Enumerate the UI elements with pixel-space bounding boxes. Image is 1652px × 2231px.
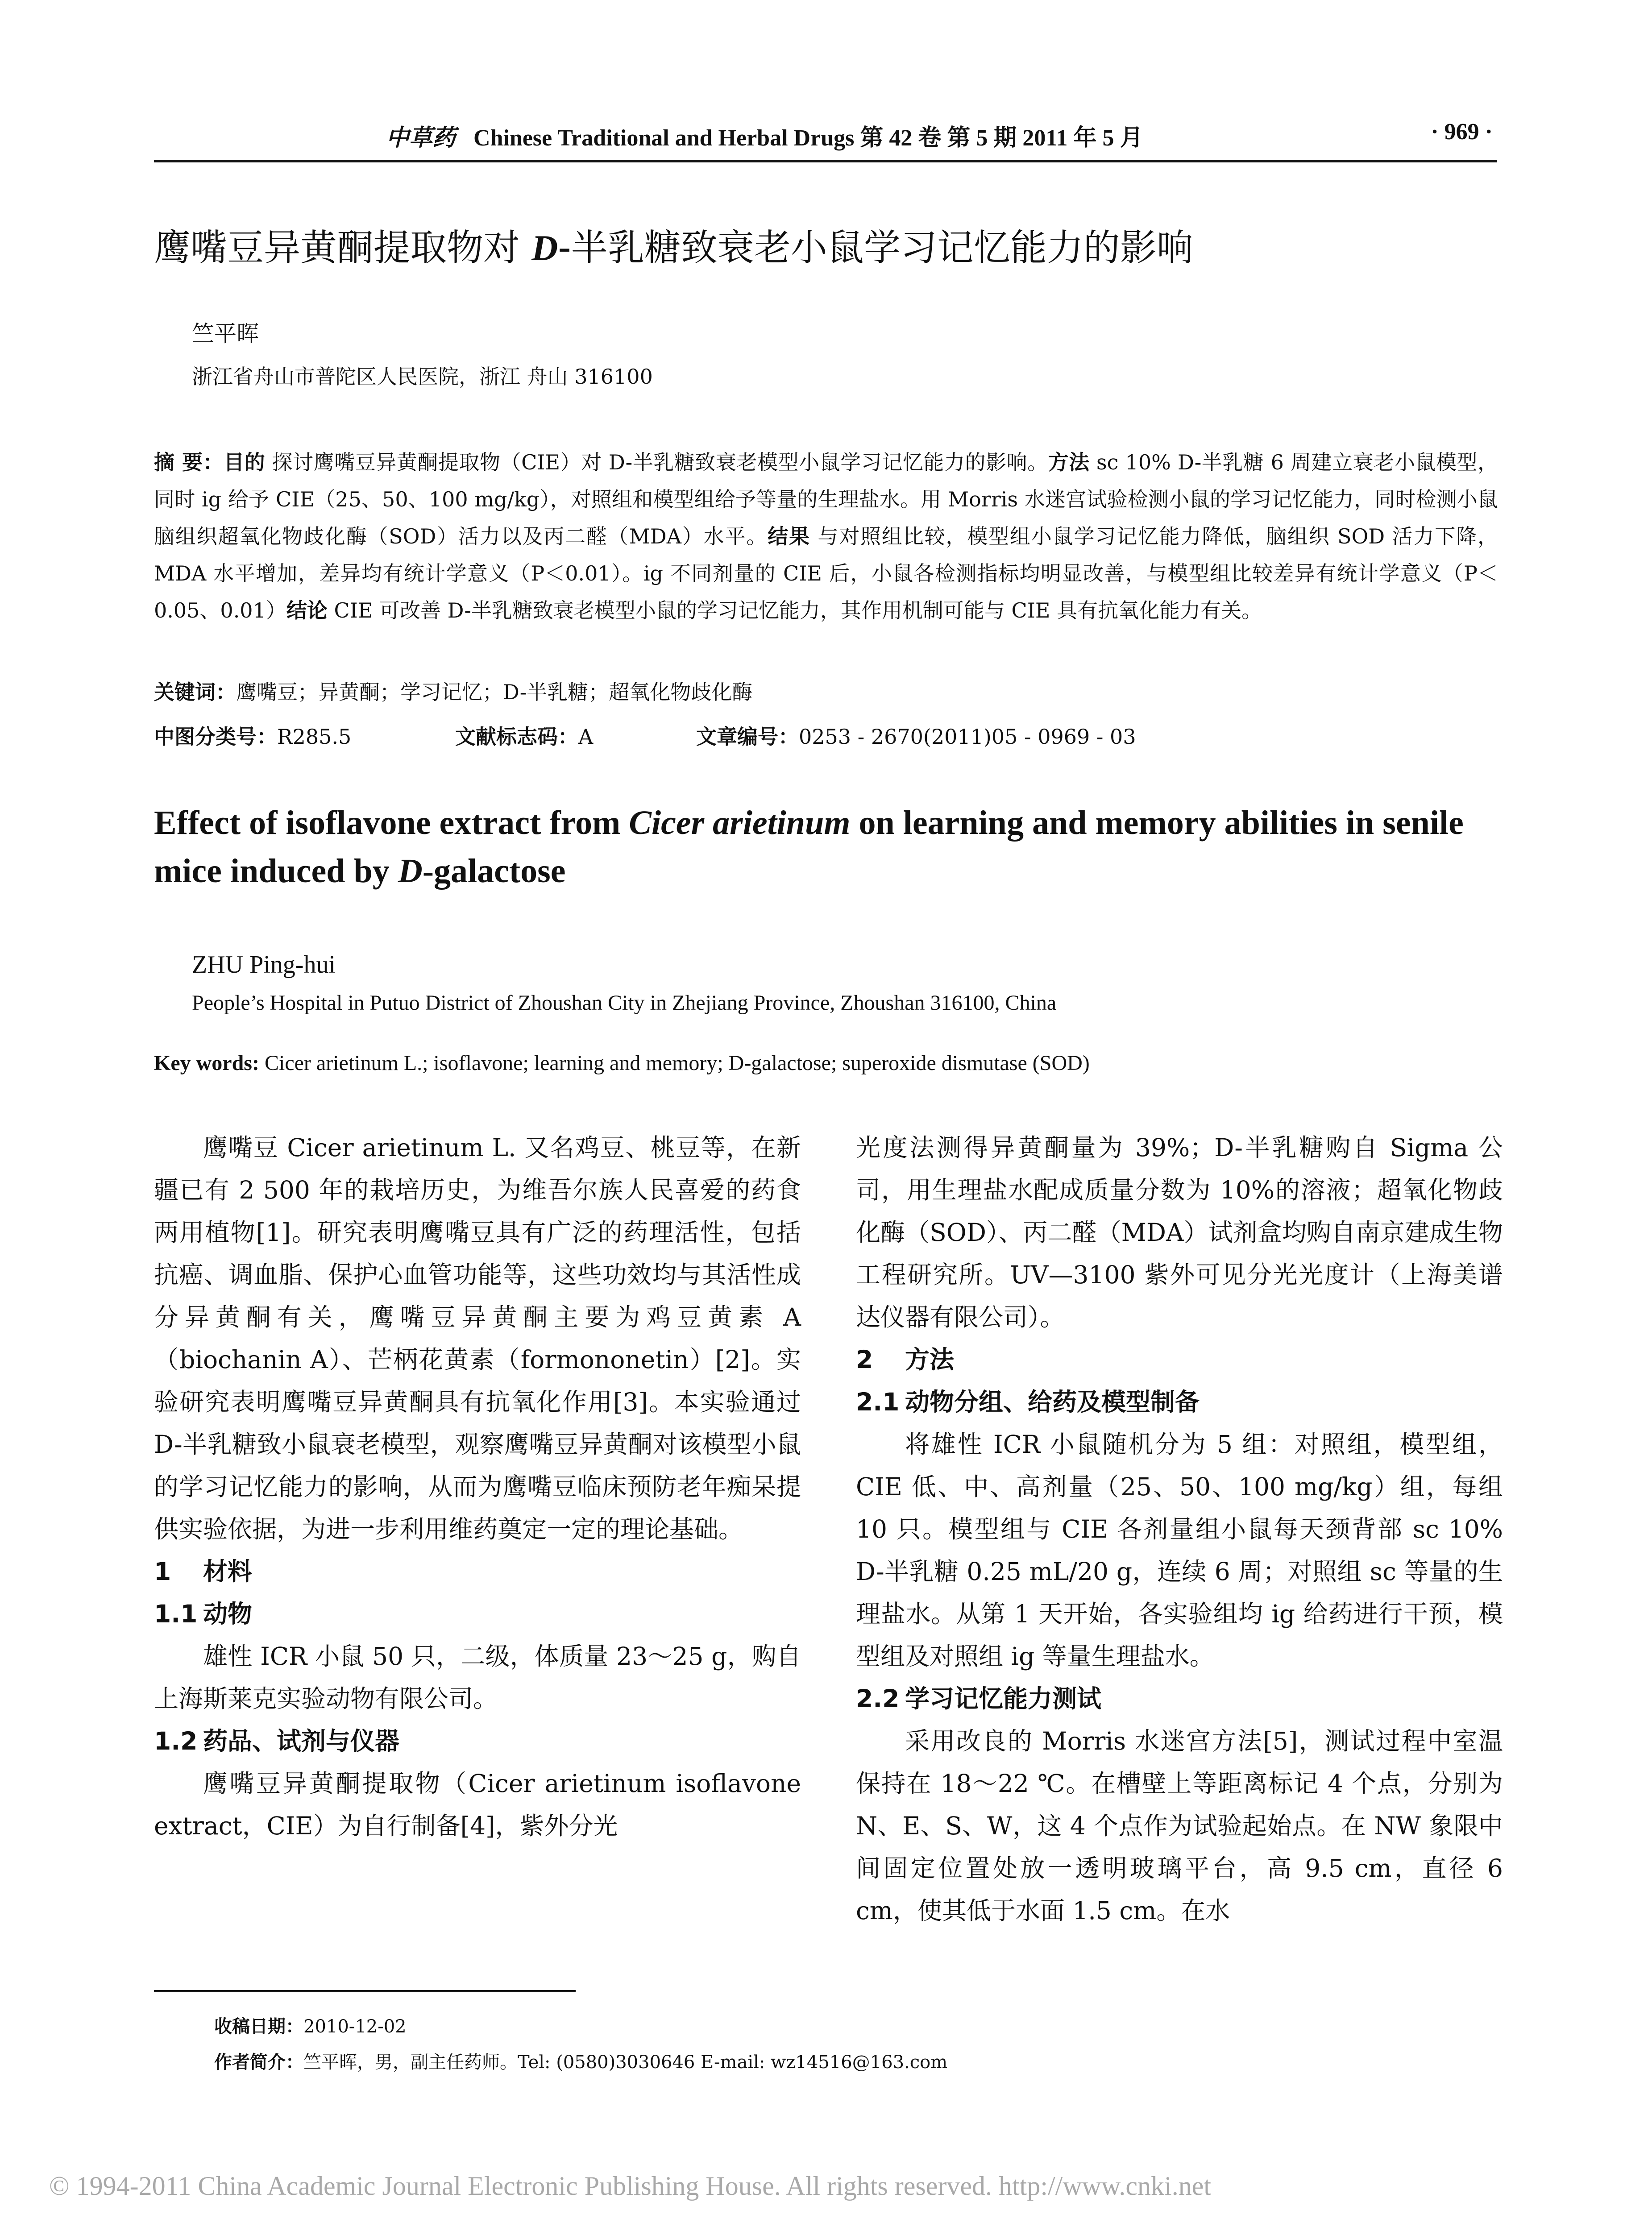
body-paragraph: 采用改良的 Morris 水迷宫方法[5]，测试过程中室温保持在 18～22 ℃。在槽壁上等距离标记 4 个点，分别为 N、E、S、W，这 4 个点作为试验起始点。在 NW 象限中间固定位置处放一透明玻璃平台，高 9.5 cm，直径 6 cm，使其低于水面 1.5 cm。在水 [856, 1727, 1503, 1925]
result-label: 结果 [768, 524, 810, 548]
conclusion-label: 结论 [286, 598, 328, 622]
body-paragraph: 鹰嘴豆 Cicer arietinum L. 又名鸡豆、桃豆等，在新疆已有 2 500 年的栽培历史，为维吾尔族人民喜爱的药食两用植物[1]。研究表明鹰嘴豆具有广泛的药理活性，包括抗癌、调血脂、保护心血管功能等，这些功效均与其活性成分异黄酮有关，鹰嘴豆异黄酮主要为鸡豆黄素 A（biochanin A）、芒柄花黄素（formononetin）[2]。实验研究表明鹰嘴豆异黄酮具有抗氧化作用[3]。本实验通过 D-半乳糖致小鼠衰老模型，观察鹰嘴豆异黄酮对该模型小鼠的学习记忆能力的影响，从而为鹰嘴豆临床预防老年痴呆提供实验依据，为进一步利用维药奠定一定的理论基础。 [154, 1133, 801, 1543]
section-heading: 1 材料 [154, 1557, 253, 1586]
abstract-label: 摘 要： [154, 450, 224, 474]
journal-name-cn: 中草药 [386, 124, 456, 151]
result-text: 与对照组比较，模型组小鼠学习记忆能力降低，脑组织 SOD 活力下降，MDA 水平增加，差异均有统计学意义（P＜0.01）。ig 不同剂量的 CIE 后，小鼠各检测指标均明显改善，与模型组比较差异有统计学意义（P＜0.05、0.01） [154, 524, 1498, 622]
body-paragraph: 雄性 ICR 小鼠 50 只，二级，体质量 23～25 g，购自上海斯莱克实验动物有限公司。 [154, 1642, 801, 1713]
keywords-cn [154, 676, 752, 705]
abstract-cn [154, 444, 1498, 629]
body-column-left [154, 1127, 801, 1847]
footnote-received-date: 收稿日期：2010-12-02 [214, 2016, 407, 2037]
page-number: · 969 · [1431, 119, 1493, 145]
author-en: ZHU Ping-hui [192, 951, 336, 979]
keywords-cn-label: 关键词： [154, 680, 236, 704]
aim-text: 探讨鹰嘴豆异黄酮提取物（CIE）对 D-半乳糖致衰老模型小鼠学习记忆能力的影响。 [265, 450, 1048, 474]
subsection-heading: 2.2 学习记忆能力测试 [856, 1684, 1102, 1713]
paper-title-cn: 鹰嘴豆异黄酮提取物对 D-半乳糖致衰老小鼠学习记忆能力的影响 [154, 227, 1193, 269]
journal-info [386, 119, 1143, 152]
method-label: 方法 [1048, 450, 1090, 474]
affiliation-cn: 浙江省舟山市普陀区人民医院，浙江 舟山 316100 [192, 365, 653, 389]
keywords-en [154, 1051, 1090, 1075]
journal-line: Chinese Traditional and Herbal Drugs 第 42 卷 第 5 期 2011 年 5 月 [473, 125, 1143, 151]
clc-number: 中图分类号：R285.5 [154, 725, 352, 749]
keywords-cn-text: 鹰嘴豆；异黄酮；学习记忆；D-半乳糖；超氧化物歧化酶 [236, 680, 753, 704]
body-column-right [856, 1127, 1503, 1932]
body-paragraph: 鹰嘴豆异黄酮提取物（Cicer arietinum isoflavone extract，CIE）为自行制备[4]，紫外分光 [154, 1769, 801, 1840]
footnote-rule [154, 1990, 576, 1992]
subsection-heading: 1.2 药品、试剂与仪器 [154, 1727, 400, 1755]
article-number: 文章编号：0253 - 2670(2011)05 - 0969 - 03 [696, 725, 1136, 749]
keywords-en-text: Cicer arietinum L.; isoflavone; learning and memory; D-galactose; superoxide dismutase (SOD) [259, 1051, 1090, 1075]
keywords-en-label: Key words: [154, 1051, 259, 1075]
subsection-heading: 2.1 动物分组、给药及模型制备 [856, 1388, 1200, 1416]
aim-label: 目的 [224, 450, 266, 474]
copyright-notice: © 1994-2011 China Academic Journal Electronic Publishing House. All rights reserved. http://www.cnki.net [49, 2171, 1212, 2201]
running-header [154, 117, 1497, 162]
footnote-author-bio: 作者简介：竺平晖，男，副主任药师。Tel: (0580)3030646 E-mail: wz14516@163.com [214, 2052, 948, 2073]
body-paragraph: 将雄性 ICR 小鼠随机分为 5 组：对照组，模型组，CIE 低、中、高剂量（25、50、100 mg/kg）组，每组 10 只。模型组与 CIE 各剂量组小鼠每天颈背部 sc 10% D-半乳糖 0.25 mL/20 g，连续 6 周；对照组 sc 等量的生理盐水。从第 1 天开始，各实验组均 ig 给药进行干预，模型组及对照组 ig 等量生理盐水。 [856, 1430, 1503, 1671]
affiliation-en: People’s Hospital in Putuo District of Zhoushan City in Zhejiang Province, Zhoushan 316100, China [192, 991, 1057, 1015]
method-text: sc 10% D-半乳糖 6 周建立衰老小鼠模型，同时 ig 给予 CIE（25、50、100 mg/kg），对照组和模型组给予等量的生理盐水。用 Morris 水迷宫试验检测小鼠的学习记忆能力，同时检测小鼠脑组织超氧化物歧化酶（SOD）活力以及丙二醛（MDA）水平。 [154, 450, 1498, 548]
conclusion-text: CIE 可改善 D-半乳糖致衰老模型小鼠的学习记忆能力，其作用机制可能与 CIE 具有抗氧化能力有关。 [327, 598, 1262, 622]
paper-title-en: Effect of isoflavone extract from Cicer arietinum on learning and memory abilities in senile mice induced by D-galactose [154, 804, 1464, 890]
subsection-heading: 1.1 动物 [154, 1600, 253, 1628]
body-paragraph: 光度法测得异黄酮量为 39%；D-半乳糖购自 Sigma 公司，用生理盐水配成质量分数为 10%的溶液；超氧化物歧化酶（SOD）、丙二醛（MDA）试剂盒均购自南京建成生物工程研究所。UV—3100 紫外可见分光光度计（上海美谱达仪器有限公司）。 [856, 1133, 1503, 1331]
section-heading: 2 方法 [856, 1345, 955, 1374]
classification-row [154, 721, 1403, 752]
document-code: 文献标志码：A [455, 725, 594, 749]
author-cn: 竺平晖 [192, 321, 259, 347]
